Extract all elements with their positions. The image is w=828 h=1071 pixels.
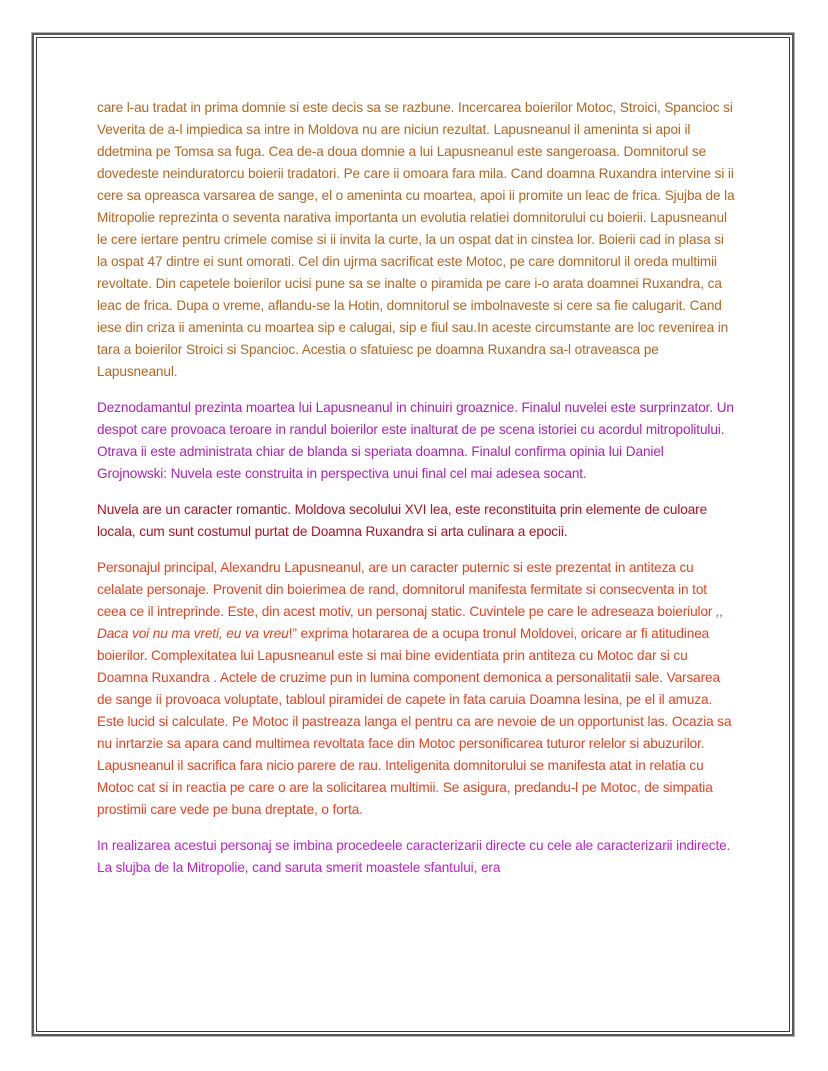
paragraph-romantic-character: Nuvela are un caracter romantic. Moldova secolului XVI lea, este reconstituita prin elemente de culoare locala, cum sunt costumul purtat de Doamna Ruxandra si arta culinara a epocii. (97, 502, 708, 539)
main-character-text-start: Personajul principal, Alexandru Lapusneanul, are un caracter puternic si este prezentat in antiteza cu celalate personaje. Provenit din boierimea de rand, domnitorul manifesta fermitate si consecventa in tot ceea ce il intreprinde. Este, din acest motiv, un personaj static. Cuvintele pe care le adreseaza boieriulor (97, 560, 717, 619)
paragraph-characterization: In realizarea acestui personaj se imbina procedeele caracterizarii directe cu cele ale caracterizarii indirecte. La slujba de la Mitropolie, cand saruta smerit moastele sfantului, era (97, 838, 731, 875)
paragraph-plot-revenge: care l-au tradat in prima domnie si este decis sa se razbune. Incercarea boierilor Motoc, Stroici, Spancioc si Veverita de a-l impiedica sa intre in Moldova nu are niciun rezultat. Lapusneanul il ameninta si apoi il ddetmina pe Tomsa sa fuga. Cea de-a doua domnie a lui Lapusneanul este sangeroasa. Domnitorul se dovedeste neinduratorcu boierii tradatori. Pe care ii omoara fara mila. Cand doamna Ruxandra intervine si ii cere sa opreasca varsarea de sange, el o ameninta cu moartea, apoi ii promite un leac de frica. Sjujba de la Mitropolie reprezinta o seventa narativa importanta un evolutia relatiei domnitorului cu boierii. Lapusneanul le cere iertare pentru crimele comise si ii invita la curte, la un ospat dat in cinstea lor. Boierii cad in plasa si la ospat 47 dintre ei sunt omorati. Cel din ujrma sacrificat este Motoc, pe care domnitorul il oreda multimii revoltate. Din capetele boierilor ucisi pune sa se inalte o piramida pe care i-o arata doamnei Ruxandra, ca leac de frica. Dupa o vreme, aflandu-se la Hotin, domnitorul se imbolnaveste si cere sa fie calugarit. Cand iese din criza ii ameninta cu moartea sip e calugai, sip e fiul sau.In aceste circumstante are loc revenirea in tara a boierilor Stroici si Spancioc. Acestia o sfatuiesc pe doamna Ruxandra sa-l otraveasca pe Lapusneanul. (97, 100, 735, 379)
quote-italic: ,, Daca voi nu ma vreti, eu va vreu (97, 604, 724, 641)
main-character-text-end: exprima hotararea de a ocupa tronul Moldovei, oricare ar fi atitudinea boierilor. Complexitatea lui Lapusneanul este si mai bine evidentiata prin antiteza cu Motoc dar si cu Doamna Ruxandra . Actele de cruzime pun in lumina component demonica a personalitatii sale. Varsarea de sange ii provoaca voluptate, tabloul piramidei de capete in fata caruia Doamna lesina, pe el il amuza. Este lucid si calculate. Pe Motoc il pastreaza langa el pentru ca are nevoie de un opportunist las. Ocazia sa nu inrtarzie sa apara cand multimea revoltata face din Motoc personificarea tuturor relelor si abuzurilor. Lapusneanul il sacrifica fara nicio parere de rau. Inteligenita domnitorului se manifesta atat in relatia cu Motoc cat si in reactia pe care o are la solicitarea multimii. Se asigura, predandu-l pe Motoc, de simpatia prostimii care vede pe buna dreptate, o forta. (97, 626, 732, 817)
quote-end: !” (288, 626, 297, 641)
document-body (97, 97, 737, 893)
paragraph-main-character (97, 557, 737, 821)
paragraph-denouement: Deznodamantul prezinta moartea lui Lapusneanul in chinuiri groaznice. Finalul nuvelei este surprinzator. Un despot care provoaca teroare in randul boierilor este inalturat de pe scena istoriei cu acordul mitropolitului. Otrava ii este administrata chiar de blanda si speriata doamna. Finalul confirma opinia lui Daniel Grojnowski: Nuvela este construita in perspectiva unui final cel mai adesea socant. (97, 400, 734, 481)
